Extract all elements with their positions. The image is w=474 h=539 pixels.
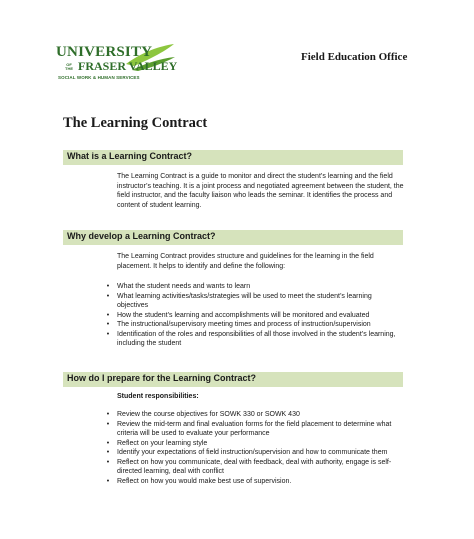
list-item [104,330,404,349]
section-heading-bar [63,230,403,245]
list-item [104,282,404,292]
list-item-text: What learning activities/tasks/strategies will be used to meet the student’s learning objectives [117,292,372,309]
bullet-icon: • [106,411,110,418]
section-paragraph: The Learning Contract is a guide to monitor and direct the student’s learning and the field instructor’s teaching. It is a joint process and negotiated agreement between the student, the field instructor, and the faculty liaison who leads the seminar. It identifies the process and content of student learning. [117,173,404,209]
list-item [104,410,404,420]
bullet-icon: • [106,420,110,428]
list-item [104,420,404,439]
bullet-icon: • [106,458,110,466]
bullet-icon: • [106,439,110,447]
list-item [104,292,404,311]
bullet-icon: • [106,449,110,456]
bullet-icon: • [106,477,110,485]
list-item-text: Reflect on how you communicate, deal with feedback, deal with authority, engage is self-directed learning, deal with conflict [117,458,392,475]
section-heading: How do I prepare for the Learning Contract? [67,373,257,383]
section-paragraph: The Learning Contract provides structure and guidelines for the learning in the field placement. It helps to identify and define the following: [117,253,374,270]
list-item-text: Identify your expectations of field instruction/supervision and how to communicate them [117,449,388,456]
bullet-icon: • [106,311,110,319]
bullet-icon: • [106,321,110,328]
office-name: Field Education Office [301,51,408,63]
list-item [104,320,404,330]
bullet-list [104,410,404,486]
list-item-text: Review the mid-term and final evaluation forms for the field placement to determine what criteria will be used to evaluate your performance [117,420,392,437]
section-heading: Why develop a Learning Contract? [67,231,216,241]
bullet-icon: • [106,330,110,338]
bullet-icon: • [106,283,110,290]
list-item-text: Reflect on your learning style [117,439,208,447]
list-item [104,458,404,477]
list-item [104,448,404,458]
university-logo [56,42,176,92]
responsibilities-label: Student responsibilities: [117,393,199,400]
list-item [104,311,404,321]
section-heading-bar [63,150,403,165]
list-item [104,477,404,487]
list-item-text: What the student needs and wants to learn [117,283,251,290]
section-heading-bar [63,372,403,387]
bullet-list [104,282,404,349]
list-item-text: The instructional/supervisory meeting times and process of instruction/supervision [117,321,371,328]
list-item-text: How the student’s learning and accomplishments will be monitored and evaluated [117,311,370,319]
document-title: The Learning Contract [63,115,208,131]
section-heading: What is a Learning Contract? [67,151,193,161]
logo-of-the-text: OF THE [65,62,73,71]
logo-subtitle-text: SOCIAL WORK & HUMAN SERVICES [58,75,140,80]
logo-university-text: UNIVERSITY [56,44,153,60]
list-item [104,439,404,449]
bullet-icon: • [106,292,110,300]
logo-fraser-valley-text: FRASER VALLEY [78,59,178,73]
list-item-text: Identification of the roles and responsibilities of all those involved in the student’s learning, including the student [117,330,396,347]
list-item-text: Reflect on how you would make best use of supervision. [117,477,292,485]
list-item-text: Review the course objectives for SOWK 330 or SOWK 430 [117,411,300,418]
